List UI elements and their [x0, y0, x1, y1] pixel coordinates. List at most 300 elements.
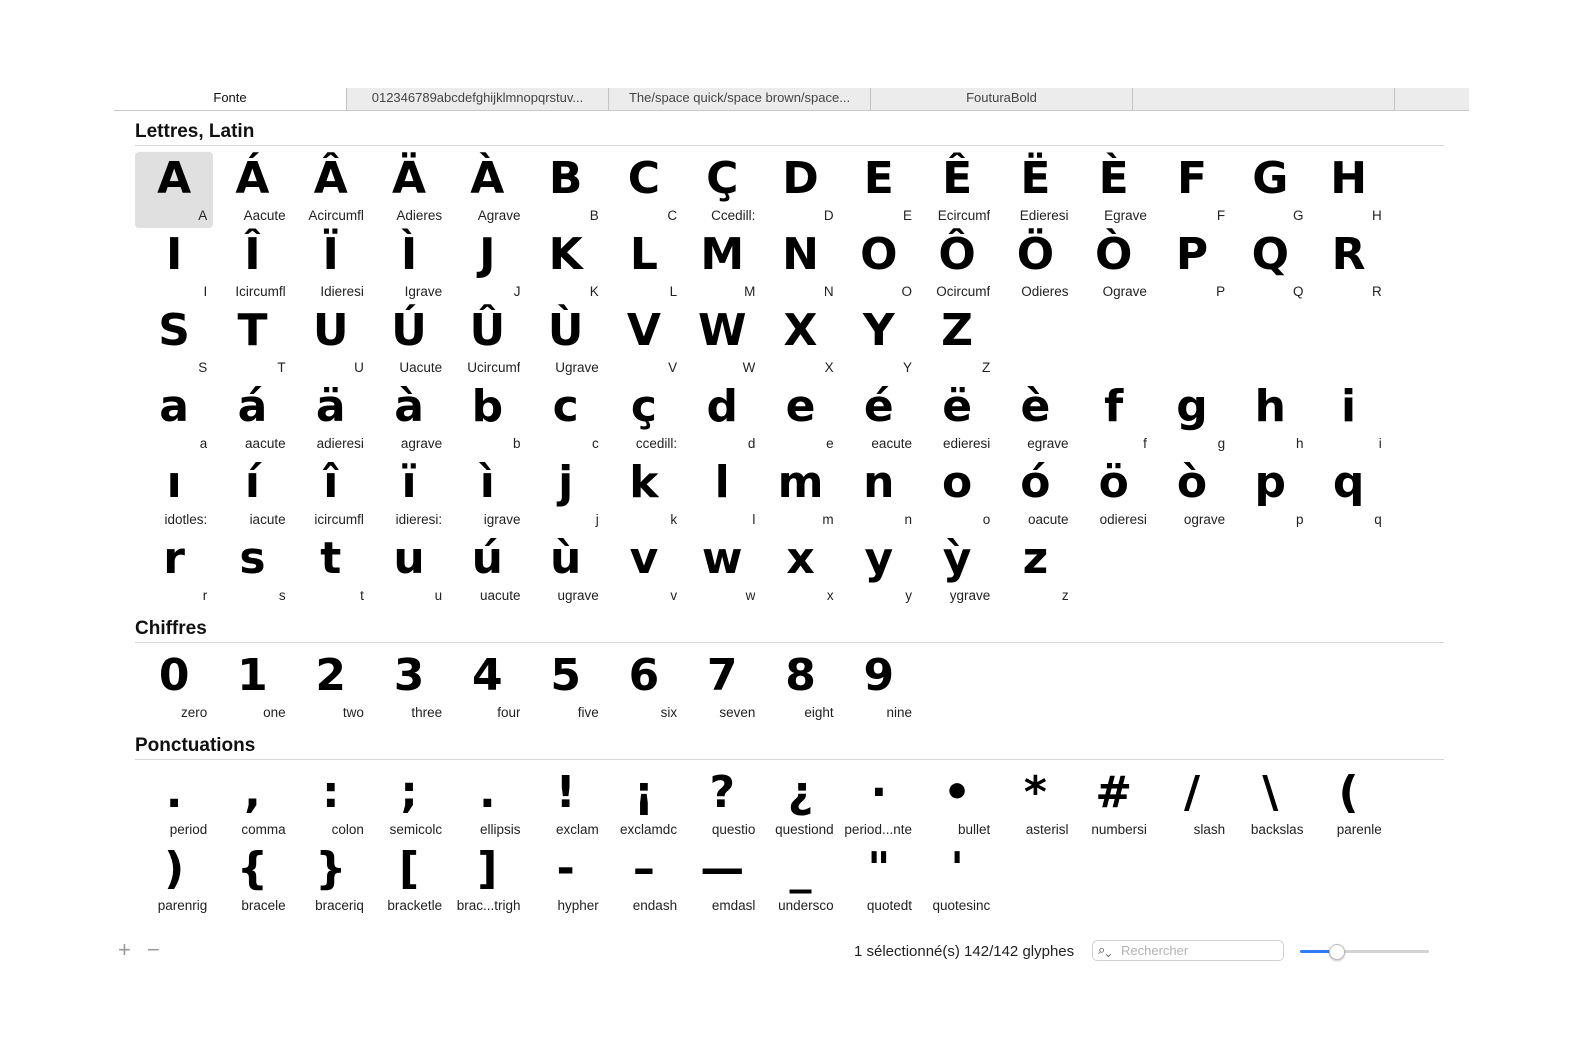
selection-status: 1 sélectionné(s) 142/142 glyphes	[854, 943, 1075, 960]
glyph-cell[interactable]	[918, 304, 996, 380]
glyph-cell[interactable]	[370, 228, 448, 304]
glyph-cell[interactable]	[996, 766, 1074, 842]
glyph-cell[interactable]	[761, 649, 839, 725]
glyph-cell[interactable]	[292, 649, 370, 725]
glyph-preview: B	[548, 153, 583, 204]
glyph-name: b	[512, 436, 521, 451]
glyph-cell[interactable]	[135, 532, 213, 608]
glyph-name: A	[198, 208, 208, 223]
glyph-name: asterisl	[1025, 822, 1069, 837]
glyph-cell[interactable]	[996, 380, 1074, 456]
glyph-name: ograve	[1183, 512, 1226, 527]
column-tabs	[114, 88, 1469, 111]
column-tab-4[interactable]	[1132, 88, 1394, 110]
glyph-name: h	[1295, 436, 1304, 451]
glyph-name: two	[342, 705, 364, 720]
glyph-cell[interactable]	[292, 456, 370, 532]
glyph-name: U	[354, 360, 364, 375]
glyph-name: exclamdc	[620, 822, 678, 837]
glyph-name: zero	[181, 705, 208, 720]
glyph-preview: 2	[315, 650, 347, 701]
glyph-preview: R	[1331, 229, 1366, 280]
glyph-preview: "	[867, 843, 891, 894]
glyph-preview: C	[627, 153, 661, 204]
column-tab-5[interactable]	[1394, 88, 1469, 110]
glyph-cell[interactable]	[135, 152, 213, 228]
glyph-cell[interactable]	[526, 152, 604, 228]
glyph-cell[interactable]	[292, 304, 370, 380]
glyph-cell[interactable]	[448, 380, 526, 456]
glyph-cell[interactable]	[448, 456, 526, 532]
glyph-preview: ò	[1176, 457, 1208, 508]
glyph-preview: -	[556, 843, 575, 894]
glyph-name: Z	[982, 360, 991, 375]
glyph-cell[interactable]	[918, 456, 996, 532]
glyph-preview: à	[394, 381, 424, 432]
glyph-cell[interactable]	[605, 649, 683, 725]
glyph-cell[interactable]	[292, 766, 370, 842]
zoom-slider-thumb[interactable]	[1329, 944, 1345, 960]
glyph-preview: H	[1330, 153, 1368, 204]
glyph-grid-view[interactable]	[114, 111, 1469, 941]
glyph-cell[interactable]	[840, 228, 918, 304]
glyph-name: edieresi	[942, 436, 991, 451]
column-tab-2[interactable]: The/space quick/space brown/space...	[608, 88, 870, 110]
glyph-cell[interactable]	[605, 228, 683, 304]
glyph-cell[interactable]	[1309, 228, 1387, 304]
glyph-preview: Z	[941, 305, 974, 356]
glyph-cell[interactable]	[1231, 766, 1309, 842]
glyph-section	[135, 733, 1469, 918]
glyph-cell[interactable]	[1153, 766, 1231, 842]
glyph-name: S	[198, 360, 208, 375]
glyph-name: f	[1143, 436, 1147, 451]
section-title: Ponctuations	[135, 733, 1444, 760]
glyph-name: N	[823, 284, 834, 299]
glyph-cell[interactable]	[840, 842, 918, 918]
glyph-name: Uacute	[399, 360, 443, 375]
glyph-cell[interactable]	[996, 532, 1074, 608]
glyph-name: ugrave	[557, 588, 599, 603]
glyph-cell[interactable]	[1309, 766, 1387, 842]
glyph-cell[interactable]	[1153, 456, 1231, 532]
glyph-cell[interactable]	[526, 842, 604, 918]
glyph-preview: 5	[550, 650, 581, 701]
glyph-preview: X	[783, 305, 818, 356]
glyph-cell[interactable]	[683, 649, 761, 725]
glyph-name: Y	[902, 360, 912, 375]
glyph-preview: o	[942, 457, 973, 508]
glyph-cell[interactable]	[135, 649, 213, 725]
glyph-name: brac...trigh	[456, 898, 521, 913]
glyph-preview: :	[321, 767, 340, 818]
glyph-name: Ucircumf	[467, 360, 521, 375]
glyph-cell[interactable]	[605, 532, 683, 608]
search-input[interactable]	[1121, 942, 1279, 959]
glyph-name: braceriq	[315, 898, 364, 913]
glyph-preview: •	[943, 767, 972, 818]
glyph-preview: p	[1254, 457, 1287, 508]
glyph-cell[interactable]	[1153, 152, 1231, 228]
glyph-cell[interactable]	[526, 228, 604, 304]
glyph-name: three	[411, 705, 443, 720]
glyph-preview: !	[555, 767, 576, 818]
glyph-cell[interactable]	[292, 532, 370, 608]
glyph-name: bracele	[241, 898, 286, 913]
glyph-cell[interactable]	[1231, 228, 1309, 304]
glyph-cell[interactable]	[292, 228, 370, 304]
glyph-cell[interactable]	[761, 532, 839, 608]
glyph-cell[interactable]	[448, 766, 526, 842]
glyph-cell[interactable]	[996, 152, 1074, 228]
glyph-cell[interactable]	[213, 380, 291, 456]
glyph-preview: J	[479, 229, 496, 280]
glyph-preview: í	[244, 457, 260, 508]
glyph-cell[interactable]	[526, 304, 604, 380]
glyph-cell[interactable]	[1231, 456, 1309, 532]
glyph-cell[interactable]	[370, 766, 448, 842]
glyph-cell[interactable]	[1309, 152, 1387, 228]
glyph-name: Q	[1292, 284, 1304, 299]
glyph-preview: *	[1023, 767, 1047, 818]
glyph-preview: }	[315, 843, 347, 894]
glyph-name: Igrave	[404, 284, 443, 299]
glyph-name: endash	[632, 898, 678, 913]
glyph-cell[interactable]	[1153, 380, 1231, 456]
glyph-cell[interactable]	[605, 380, 683, 456]
glyph-preview: g	[1176, 381, 1208, 432]
glyph-preview: Ç	[706, 153, 739, 204]
glyph-grid	[135, 643, 1465, 725]
glyph-cell[interactable]	[213, 152, 291, 228]
glyph-preview: ỳ	[942, 533, 972, 584]
glyph-preview: y	[864, 533, 894, 584]
glyph-preview: .	[478, 767, 496, 818]
glyph-name: bracketle	[387, 898, 443, 913]
glyph-preview: \	[1262, 767, 1279, 818]
glyph-cell[interactable]	[292, 380, 370, 456]
glyph-preview: È	[1098, 153, 1129, 204]
glyph-cell[interactable]	[213, 304, 291, 380]
glyph-preview: E	[863, 153, 894, 204]
glyph-preview: P	[1175, 229, 1209, 280]
glyph-cell[interactable]	[213, 456, 291, 532]
glyph-name: eight	[804, 705, 834, 720]
glyph-cell[interactable]	[448, 532, 526, 608]
glyph-cell[interactable]	[370, 842, 448, 918]
glyph-name: X	[824, 360, 834, 375]
glyph-preview: 9	[863, 650, 895, 701]
glyph-name: c	[592, 436, 599, 451]
glyph-name: r	[202, 588, 208, 603]
glyph-cell[interactable]	[526, 380, 604, 456]
glyph-name: e	[826, 436, 834, 451]
glyph-cell[interactable]	[683, 532, 761, 608]
glyph-name: s	[278, 588, 286, 603]
glyph-cell[interactable]	[683, 456, 761, 532]
glyph-name: Ocircumf	[936, 284, 991, 299]
glyph-cell[interactable]	[213, 766, 291, 842]
glyph-cell[interactable]	[840, 304, 918, 380]
glyph-name: G	[1292, 208, 1304, 223]
glyph-preview: Ä	[392, 153, 427, 204]
glyph-cell[interactable]	[605, 152, 683, 228]
glyph-preview: Ë	[1020, 153, 1051, 204]
glyph-name: u	[434, 588, 443, 603]
glyph-preview: ö	[1098, 457, 1129, 508]
glyph-cell[interactable]	[840, 152, 918, 228]
glyph-name: questio	[711, 822, 756, 837]
glyph-preview: Î	[244, 229, 261, 280]
glyph-name: I	[203, 284, 208, 299]
glyph-preview: Y	[862, 305, 895, 356]
glyph-preview: ç	[630, 381, 657, 432]
glyph-name: l	[752, 512, 756, 527]
glyph-preview: Ê	[942, 153, 973, 204]
glyph-name: nine	[886, 705, 912, 720]
glyph-preview: Ô	[938, 229, 976, 280]
glyph-preview: Q	[1251, 229, 1289, 280]
glyph-cell[interactable]	[135, 842, 213, 918]
glyph-preview: Ú	[391, 305, 427, 356]
glyph-cell[interactable]	[370, 380, 448, 456]
glyph-cell[interactable]	[918, 766, 996, 842]
glyph-preview: ¿	[787, 767, 814, 818]
zoom-slider[interactable]	[1300, 946, 1429, 958]
bottom-bar	[0, 937, 1580, 964]
glyph-preview: ¡	[633, 767, 654, 818]
glyph-preview: À	[470, 153, 505, 204]
glyph-cell[interactable]	[1075, 456, 1153, 532]
glyph-cell[interactable]	[683, 304, 761, 380]
glyph-cell[interactable]	[683, 842, 761, 918]
glyph-name: Ugrave	[555, 360, 599, 375]
glyph-cell[interactable]	[1153, 228, 1231, 304]
glyph-cell[interactable]	[1309, 380, 1387, 456]
glyph-name: x	[826, 588, 834, 603]
column-tab-1[interactable]: 012346789abcdefghijklmnopqrstuv...	[346, 88, 608, 110]
glyph-preview: w	[701, 533, 743, 584]
glyph-cell[interactable]	[918, 228, 996, 304]
glyph-cell[interactable]	[840, 649, 918, 725]
glyph-cell[interactable]	[1075, 152, 1153, 228]
glyph-cell[interactable]	[761, 304, 839, 380]
glyph-name: four	[497, 705, 521, 720]
glyph-name: parenrig	[157, 898, 208, 913]
glyph-preview: e	[785, 381, 816, 432]
column-tab-3[interactable]: FouturaBold	[870, 88, 1132, 110]
glyph-name: iacute	[249, 512, 286, 527]
glyph-preview: _	[789, 843, 812, 894]
glyph-name: odieresi	[1099, 512, 1147, 527]
glyph-cell[interactable]	[1075, 766, 1153, 842]
glyph-cell[interactable]	[1075, 380, 1153, 456]
glyph-name: exclam	[556, 822, 599, 837]
search-icon[interactable]: ⌕⌄	[1098, 942, 1112, 957]
glyph-cell[interactable]	[605, 304, 683, 380]
glyph-cell[interactable]	[135, 228, 213, 304]
glyph-cell[interactable]	[292, 152, 370, 228]
glyph-cell[interactable]	[213, 842, 291, 918]
glyph-preview: r	[163, 533, 185, 584]
glyph-preview: z	[1022, 533, 1049, 584]
glyph-preview: Û	[469, 305, 506, 356]
glyph-cell[interactable]	[918, 842, 996, 918]
glyph-cell[interactable]	[761, 456, 839, 532]
glyph-cell[interactable]	[840, 456, 918, 532]
glyph-preview: ,	[244, 767, 261, 818]
glyph-preview: d	[706, 381, 738, 432]
glyph-preview: F	[1176, 153, 1208, 204]
glyph-cell[interactable]	[135, 766, 213, 842]
glyph-cell[interactable]	[1075, 228, 1153, 304]
glyph-name: B	[589, 208, 599, 223]
glyph-preview: t	[320, 533, 342, 584]
glyph-preview: n	[863, 457, 895, 508]
glyph-preview: q	[1332, 457, 1365, 508]
glyph-cell[interactable]	[761, 228, 839, 304]
glyph-preview: .	[165, 767, 183, 818]
glyph-cell[interactable]	[605, 766, 683, 842]
glyph-preview: S	[158, 305, 190, 356]
glyph-name: colon	[331, 822, 364, 837]
glyph-cell[interactable]	[996, 456, 1074, 532]
glyph-cell[interactable]	[683, 380, 761, 456]
glyph-name: agrave	[400, 436, 443, 451]
glyph-cell[interactable]	[918, 380, 996, 456]
glyph-name: numbersi	[1091, 822, 1147, 837]
glyph-preview: é	[863, 381, 894, 432]
glyph-preview: î	[323, 457, 339, 508]
glyph-preview: x	[786, 533, 815, 584]
glyph-preview: k	[629, 457, 659, 508]
glyph-cell[interactable]	[526, 649, 604, 725]
glyph-name: j	[595, 512, 599, 527]
glyph-name: emdasl	[711, 898, 756, 913]
glyph-cell[interactable]	[448, 649, 526, 725]
glyph-cell[interactable]	[448, 304, 526, 380]
glyph-name: backslas	[1250, 822, 1304, 837]
glyph-cell[interactable]	[996, 228, 1074, 304]
glyph-cell[interactable]	[761, 152, 839, 228]
glyph-name: F	[1216, 208, 1226, 223]
glyph-name: p	[1295, 512, 1304, 527]
add-icon[interactable]: +	[118, 937, 131, 962]
glyph-name: W	[742, 360, 756, 375]
glyph-preview: O	[860, 229, 898, 280]
glyph-name: igrave	[483, 512, 521, 527]
glyph-cell[interactable]	[213, 649, 291, 725]
glyph-name: quotedt	[866, 898, 912, 913]
glyph-name: idieresi:	[395, 512, 443, 527]
glyph-cell[interactable]	[605, 842, 683, 918]
glyph-name: y	[905, 588, 912, 603]
glyph-cell[interactable]	[526, 766, 604, 842]
glyph-name: v	[670, 588, 678, 603]
glyph-name: Odieres	[1021, 284, 1069, 299]
glyph-cell[interactable]	[213, 228, 291, 304]
glyph-cell[interactable]	[918, 152, 996, 228]
glyph-preview: A	[157, 153, 192, 204]
glyph-name: ccedill:	[635, 436, 678, 451]
glyph-name: Agrave	[477, 208, 521, 223]
search-box[interactable]	[1092, 940, 1284, 961]
glyph-preview: l	[714, 457, 730, 508]
glyph-preview: ;	[400, 767, 418, 818]
glyph-cell[interactable]	[918, 532, 996, 608]
glyph-name: t	[360, 588, 364, 603]
glyph-name: Ccedill:	[711, 208, 756, 223]
glyph-name: Ecircumf	[937, 208, 991, 223]
glyph-cell[interactable]	[448, 842, 526, 918]
glyph-preview: v	[629, 533, 659, 584]
glyph-cell[interactable]	[213, 532, 291, 608]
glyph-preview: u	[393, 533, 425, 584]
glyph-cell[interactable]	[761, 842, 839, 918]
glyph-name: uacute	[479, 588, 521, 603]
glyph-cell[interactable]	[135, 456, 213, 532]
glyph-cell[interactable]	[448, 228, 526, 304]
glyph-name: five	[577, 705, 599, 720]
glyph-name: H	[1372, 208, 1382, 223]
glyph-preview: ı	[166, 457, 182, 508]
glyph-cell[interactable]	[840, 766, 918, 842]
glyph-cell[interactable]	[1309, 456, 1387, 532]
glyph-name: Idieresi	[320, 284, 364, 299]
glyph-cell[interactable]	[292, 842, 370, 918]
glyph-name: seven	[719, 705, 756, 720]
glyph-cell[interactable]	[370, 456, 448, 532]
glyph-name: C	[667, 208, 678, 223]
glyph-preview: c	[552, 381, 579, 432]
glyph-cell[interactable]	[683, 766, 761, 842]
glyph-cell[interactable]	[683, 228, 761, 304]
glyph-grid	[135, 146, 1465, 608]
glyph-cell[interactable]	[370, 649, 448, 725]
glyph-cell[interactable]	[1231, 152, 1309, 228]
glyph-name: period...nte	[844, 822, 912, 837]
glyph-cell[interactable]	[370, 152, 448, 228]
glyph-cell[interactable]	[526, 532, 604, 608]
glyph-name: eacute	[871, 436, 912, 451]
glyph-cell[interactable]	[683, 152, 761, 228]
column-tab-0[interactable]: Fonte	[114, 88, 346, 110]
glyph-cell[interactable]	[761, 766, 839, 842]
glyph-cell[interactable]	[370, 532, 448, 608]
glyph-cell[interactable]	[605, 456, 683, 532]
glyph-cell[interactable]	[135, 304, 213, 380]
glyph-name: idotles:	[164, 512, 208, 527]
glyph-name: o	[982, 512, 991, 527]
glyph-cell[interactable]	[448, 152, 526, 228]
glyph-preview: Ò	[1095, 229, 1133, 280]
glyph-cell[interactable]	[135, 380, 213, 456]
glyph-cell[interactable]	[526, 456, 604, 532]
glyph-cell[interactable]	[370, 304, 448, 380]
glyph-cell[interactable]	[1231, 380, 1309, 456]
glyph-preview: 3	[393, 650, 425, 701]
glyph-preview: 4	[472, 650, 503, 701]
glyph-name: k	[670, 512, 678, 527]
glyph-name: L	[669, 284, 678, 299]
glyph-cell[interactable]	[761, 380, 839, 456]
glyph-name: parenle	[1336, 822, 1382, 837]
glyph-cell[interactable]	[840, 380, 918, 456]
glyph-preview: 0	[158, 650, 190, 701]
remove-icon[interactable]: −	[147, 937, 160, 962]
glyph-cell[interactable]	[840, 532, 918, 608]
glyph-preview: ·	[870, 767, 888, 818]
